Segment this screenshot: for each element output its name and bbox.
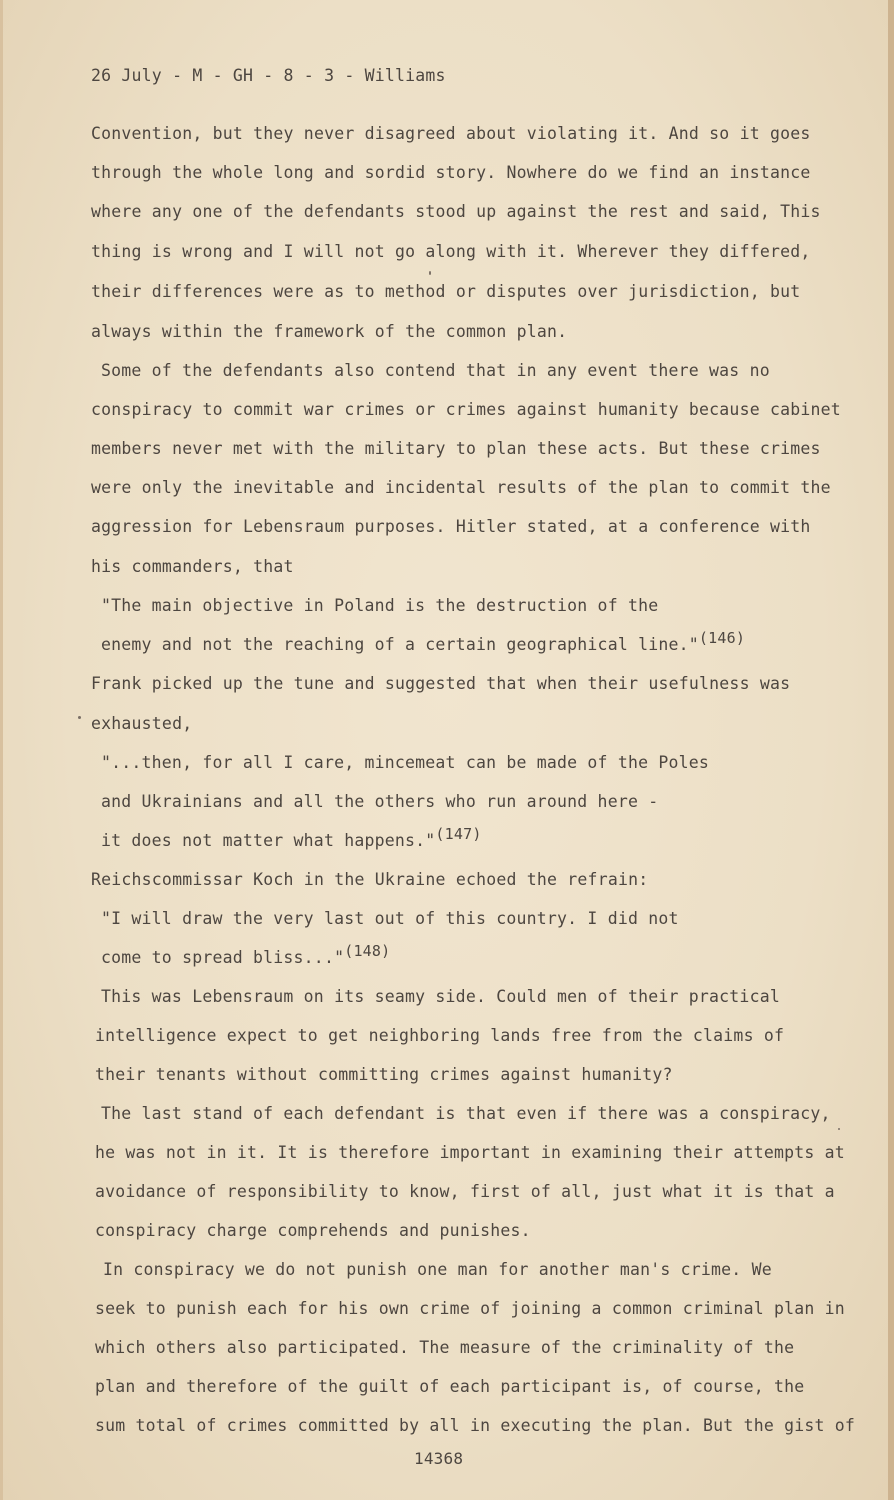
quote-line: come to spread bliss..."(148) xyxy=(101,942,391,967)
body-line: aggression for Lebensraum purposes. Hitler stated, at a conference with xyxy=(91,517,811,536)
body-line: thing is wrong and I will not go along with it. Wherever they differed, xyxy=(91,242,811,261)
body-line: seek to punish each for his own crime of joining a common criminal plan in xyxy=(95,1299,845,1318)
paragraph-start-line: Some of the defendants also contend that in any event there was no xyxy=(101,361,770,380)
body-line: conspiracy charge comprehends and punishes. xyxy=(95,1221,531,1240)
footnote-ref: (146) xyxy=(698,629,746,647)
body-line: were only the inevitable and incidental results of the plan to commit the xyxy=(91,478,831,497)
quote-line: it does not matter what happens."(147) xyxy=(101,825,482,850)
ink-speck xyxy=(429,271,431,275)
body-line: through the whole long and sordid story. Nowhere do we find an instance xyxy=(91,163,811,182)
body-line: Convention, but they never disagreed about violating it. And so it goes xyxy=(91,124,811,143)
body-line: their differences were as to method or disputes over jurisdiction, but xyxy=(91,282,801,301)
page-header: 26 July - M - GH - 8 - 3 - Williams xyxy=(91,66,446,85)
page-number: 14368 xyxy=(414,1449,464,1468)
body-line: exhausted, xyxy=(91,714,193,733)
body-line: always within the framework of the common plan. xyxy=(91,322,568,341)
body-line: which others also participated. The measure of the criminality of the xyxy=(95,1338,795,1357)
ink-speck xyxy=(838,1128,840,1130)
body-line: where any one of the defendants stood up against the rest and said, This xyxy=(91,202,821,221)
body-line: Frank picked up the tune and suggested that when their usefulness was xyxy=(91,674,791,693)
ink-speck xyxy=(78,716,81,719)
quote-line: enemy and not the reaching of a certain geographical line."(146) xyxy=(101,629,746,654)
body-line: intelligence expect to get neighboring lands free from the claims of xyxy=(95,1026,785,1045)
paragraph-start-line: The last stand of each defendant is that even if there was a conspiracy, xyxy=(101,1104,831,1123)
body-line: sum total of crimes committed by all in executing the plan. But the gist of xyxy=(95,1416,856,1435)
quote-line: "The main objective in Poland is the destruction of the xyxy=(101,596,659,615)
quote-line: "...then, for all I care, mincemeat can be made of the Poles xyxy=(101,753,710,772)
quote-line: and Ukrainians and all the others who run around here - xyxy=(101,792,659,811)
quote-line: "I will draw the very last out of this country. I did not xyxy=(101,909,679,928)
paragraph-start-line: This was Lebensraum on its seamy side. Could men of their practical xyxy=(101,987,780,1006)
body-line: he was not in it. It is therefore important in examining their attempts at xyxy=(95,1143,845,1162)
footnote-ref: (148) xyxy=(344,942,391,960)
body-line: conspiracy to commit war crimes or crimes against humanity because cabinet xyxy=(91,400,841,419)
footnote-ref: (147) xyxy=(435,825,482,843)
body-line: his commanders, that xyxy=(91,557,294,576)
body-line: members never met with the military to plan these acts. But these crimes xyxy=(91,439,821,458)
body-line: Reichscommissar Koch in the Ukraine echoed the refrain: xyxy=(91,870,649,889)
paragraph-start-line: In conspiracy we do not punish one man for another man's crime. We xyxy=(103,1260,772,1279)
body-line: their tenants without committing crimes against humanity? xyxy=(95,1065,673,1084)
body-line: avoidance of responsibility to know, first of all, just what it is that a xyxy=(95,1182,835,1201)
body-line: plan and therefore of the guilt of each participant is, of course, the xyxy=(95,1377,805,1396)
